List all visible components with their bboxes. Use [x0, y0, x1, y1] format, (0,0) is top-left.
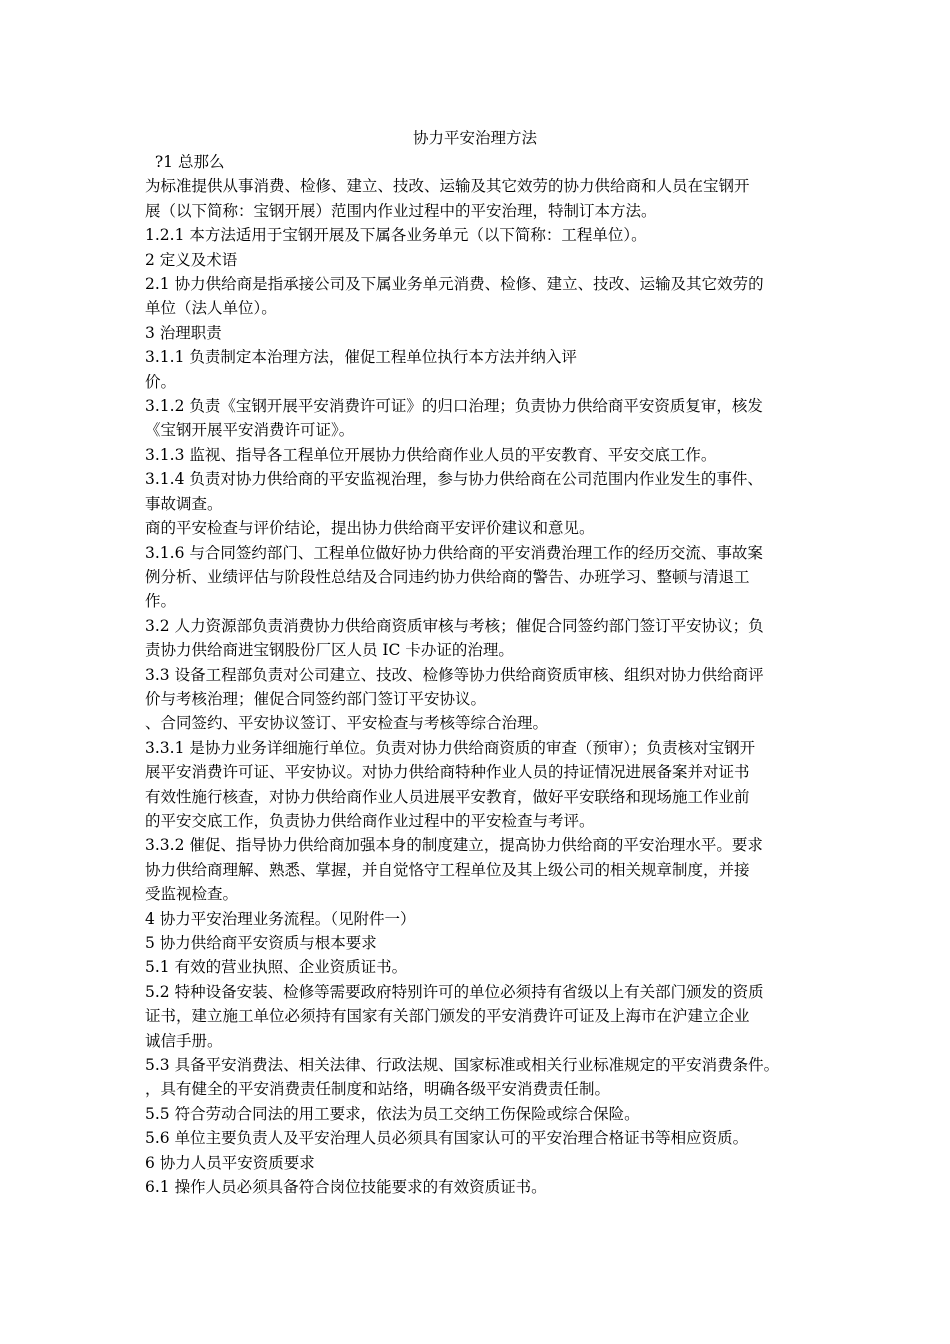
paragraph-general-heading: ?1 总那么: [145, 153, 225, 171]
paragraph-purpose: 为标准提供从事消费、检修、建立、技改、运输及其它效劳的协力供给商和人员在宝钢开 展（以下简称：宝钢开展）范围内作业过程中的平安治理，特制订本方法。: [145, 177, 750, 220]
section-heading-2: 2 定义及术语: [145, 250, 238, 269]
paragraph-contract-management: 、合同签约、平安协议签订、平安检查与考核等综合治理。: [145, 714, 549, 733]
paragraph-3-3: 3.3 设备工程部负责对公司建立、技改、检修等协力供给商资质审核、组织对协力供给商评 价与考核治理；催促合同签约部门签订平安协议。: [145, 665, 764, 708]
paragraph-3-1-3: 3.1.3 监视、指导各工程单位开展协力供给商作业人员的平安教育、平安交底工作。: [145, 445, 717, 464]
section-heading-5: 5 协力供给商平安资质与根本要求: [145, 934, 377, 952]
paragraph-3-3-1: 3.3.1 是协力业务详细施行单位。负责对协力供给商资质的审查（预审）；负责核对宝钢开 展平安消费许可证、平安协议。对协力供给商特种作业人员的持证情况进展备案并对证书 有效性施行核查，对协力供给商作业人员进展平安教育，做好平安联络和现场施工作业前 的平安交底工作，负责协力供给商作业过程中的平安检查与考评。: [145, 738, 756, 830]
paragraph-3-1-2: 3.1.2 负责《宝钢开展平安消费许可证》的归口治理；负责协力供给商平安资质复审，核发 《宝钢开展平安消费许可证》。: [145, 397, 763, 440]
paragraph-5-1: 5.1 有效的营业执照、企业资质证书。: [145, 958, 408, 977]
section-heading-4: 4 协力平安治理业务流程。（见附件一）: [145, 909, 416, 928]
paragraph-2-1: 2.1 协力供给商是指承接公司及下属业务单元消费、检修、建立、技改、运输及其它效劳的 单位（法人单位）。: [145, 275, 764, 318]
paragraph-1-2-1: 1.2.1 本方法适用于宝钢开展及下属各业务单元（以下简称：工程单位）。: [145, 226, 647, 245]
paragraph-5-6: 5.6 单位主要负责人及平安治理人员必须具有国家认可的平安治理合格证书等相应资质。: [145, 1129, 749, 1148]
paragraph-5-3: 5.3 具备平安消费法、相关法律、行政法规、国家标准或相关行业标准规定的平安消费条件。: [145, 1056, 780, 1075]
section-heading-3: 3 治理职责: [145, 323, 222, 342]
document-body: [145, 150, 820, 1199]
paragraph-3-1-1: 3.1.1 负责制定本治理方法，催促工程单位执行本方法并纳入评 价。: [145, 348, 577, 391]
paragraph-3-3-2: 3.3.2 催促、指导协力供给商加强本身的制度建立，提高协力供给商的平安治理水平。要求 协力供给商理解、熟悉、掌握，并自觉恪守工程单位及其上级公司的相关规章制度，并接 受监视检查。: [145, 836, 763, 904]
document-title: 协力平安治理方法: [412, 129, 537, 147]
paragraph-evaluation: 商的平安检查与评价结论，提出协力供给商平安评价建议和意见。: [145, 519, 595, 538]
section-heading-6: 6 协力人员平安资质要求: [145, 1153, 315, 1172]
paragraph-3-1-6: 3.1.6 与合同签约部门、工程单位做好协力供给商的平安消费治理工作的经历交流、事故案 例分析、业绩评估与阶段性总结及合同违约协力供给商的警告、办班学习、整顿与清退工 作。: [145, 543, 763, 611]
paragraph-3-1-4: 3.1.4 负责对协力供给商的平安监视治理，参与协力供给商在公司范围内作业发生的事件、 事故调查。: [145, 470, 763, 513]
paragraph-3-2: 3.2 人力资源部负责消费协力供给商资质审核与考核；催促合同签约部门签订平安协议；负 责协力供给商进宝钢股份厂区人员 IC 卡办证的治理。: [145, 616, 764, 660]
paragraph-6-1: 6.1 操作人员必须具备符合岗位技能要求的有效资质证书。: [145, 1178, 547, 1197]
paragraph-responsibility-system: ，具有健全的平安消费责任制度和站络，明确各级平安消费责任制。: [145, 1080, 611, 1099]
paragraph-5-5: 5.5 符合劳动合同法的用工要求，依法为员工交纳工伤保险或综合保险。: [145, 1104, 640, 1123]
paragraph-5-2: 5.2 特种设备安装、检修等需要政府特别许可的单位必须持有省级以上有关部门颁发的资质 证书，建立施工单位必须持有国家有关部门颁发的平安消费许可证及上海市在沪建立企业 诚信手册。: [145, 982, 764, 1050]
